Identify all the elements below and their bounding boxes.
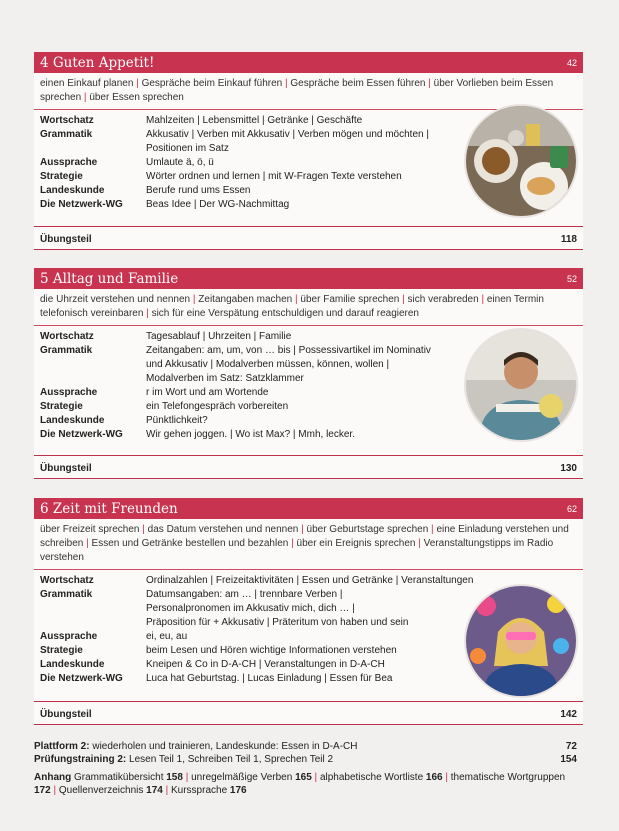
topic-label: Landeskunde <box>40 415 105 426</box>
topic-label: Wortschatz <box>40 575 94 586</box>
party-photo-icon <box>464 584 578 698</box>
goal: über Freizeit sprechen <box>40 524 140 535</box>
unit-5 <box>34 268 583 479</box>
anhang-page: 158 <box>166 772 183 783</box>
breakfast-photo-icon <box>464 104 578 218</box>
topic-label: Aussprache <box>40 157 98 168</box>
unit-header <box>34 268 583 289</box>
topic-value: r im Wort und am Wortende <box>146 387 269 398</box>
unit-topics <box>34 570 583 686</box>
topic-value: Positionen im Satz <box>146 143 229 154</box>
anhang-item: thematische Wortgruppen <box>450 772 566 783</box>
topic-label: Wortschatz <box>40 331 94 342</box>
topic-label: Die Netzwerk-WG <box>40 429 123 440</box>
uebungsteil-label: Übungsteil <box>40 709 92 720</box>
anhang-item: unregelmäßige Verben <box>191 772 293 783</box>
topic-label: Grammatik <box>40 589 93 600</box>
goal: Zeitangaben machen <box>198 294 293 305</box>
goal: über Familie sprechen <box>300 294 400 305</box>
topic-value: Luca hat Geburtstag. | Lucas Einladung | Essen für Bea <box>146 673 393 684</box>
unit-title: 6 Zeit mit Freunden <box>40 500 178 517</box>
topic-value: Beas Idee | Der WG-Nachmittag <box>146 199 290 210</box>
divider <box>34 701 583 702</box>
anhang-page: 166 <box>425 772 443 783</box>
topic-label: Die Netzwerk-WG <box>40 673 123 684</box>
topic-label: Wortschatz <box>40 115 94 126</box>
topic-value: Modalverben im Satz: Satzklammer <box>146 373 304 384</box>
uebungsteil-page: 142 <box>560 709 577 720</box>
uebungsteil-row <box>40 234 577 245</box>
goal: über Essen sprechen <box>89 92 184 103</box>
goal: einen Einkauf planen <box>40 78 134 89</box>
topic-value: Wörter ordnen und lernen | mit W-Fragen Texte verstehen <box>146 171 402 182</box>
topic-label <box>40 372 146 386</box>
topic-label: Landeskunde <box>40 659 105 670</box>
goal: über ein Ereignis sprechen <box>296 538 416 549</box>
unit-page-number: 62 <box>566 503 577 514</box>
goal: eine Einladung verstehen und schreiben <box>40 524 569 549</box>
topic-value: Berufe rund ums Essen <box>146 185 251 196</box>
divider <box>34 226 583 227</box>
topic-value: ei, eu, au <box>146 631 188 642</box>
topic-value: Präposition für + Akkusativ | Präteritum von haben und sein <box>146 617 409 628</box>
unit-topics <box>34 326 583 442</box>
anhang-page: 176 <box>229 785 247 796</box>
unit-6 <box>34 498 583 725</box>
topic-label <box>40 616 146 630</box>
uebungsteil-row <box>40 463 577 474</box>
topic-label: Grammatik <box>40 129 93 140</box>
uebungsteil-page: 118 <box>560 234 577 245</box>
anhang-item: Grammatikübersicht <box>74 772 164 783</box>
topic-label: Aussprache <box>40 631 98 642</box>
anhang-row: Anhang Grammatikübersicht 158 | unregelmäßige Verben 165 | alphabetische Wortliste 166 | thematische Wortgruppen 172 | Quellenverzeichnis 174 | Kurssprache 176 <box>34 772 566 796</box>
plattform-label: Plattform 2: <box>34 741 90 752</box>
unit-page-number: 42 <box>566 57 577 68</box>
topic-label: Aussprache <box>40 387 98 398</box>
goal: Essen und Getränke bestellen und bezahlen <box>91 538 289 549</box>
topic-row <box>40 574 577 588</box>
topic-label <box>40 142 146 156</box>
unit-goals: einen Einkauf planen | Gespräche beim Einkauf führen | Gespräche beim Essen führen | über Vorlieben beim Essen sprechen | über Essen sprechen <box>34 73 583 110</box>
uebungsteil-page: 130 <box>560 463 577 474</box>
anhang-page: 172 <box>34 785 51 796</box>
unit-goals: die Uhrzeit verstehen und nennen | Zeitangaben machen | über Familie sprechen | sich verabreden | einen Termin telefonisch vereinbaren | sich für eine Verspätung entschuldigen und darauf reagieren <box>34 289 583 326</box>
pruefung-text: Lesen Teil 1, Schreiben Teil 1, Sprechen Teil 2 <box>129 754 334 765</box>
man-eating-photo-icon <box>464 328 578 442</box>
topic-value: Wir gehen joggen. | Wo ist Max? | Mmh, lecker. <box>146 429 355 440</box>
anhang-item: Kurssprache <box>171 785 228 796</box>
goal: sich für eine Verspätung entschuldigen und darauf reagieren <box>151 308 419 319</box>
topic-value: Tagesablauf | Uhrzeiten | Familie <box>146 331 292 342</box>
topic-label: Strategie <box>40 171 83 182</box>
goal: Gespräche beim Essen führen <box>290 78 426 89</box>
anhang-item: Quellenverzeichnis <box>58 785 144 796</box>
topic-value: Personalpronomen im Akkusativ mich, dich … | <box>146 603 355 614</box>
uebungsteil-label: Übungsteil <box>40 234 92 245</box>
contents-footer <box>34 740 577 797</box>
unit-header <box>34 52 583 73</box>
topic-value: Datumsangaben: am … | trennbare Verben | <box>146 589 343 600</box>
anhang-label: Anhang <box>34 772 72 783</box>
goal: sich verabreden <box>407 294 479 305</box>
topic-label: Die Netzwerk-WG <box>40 199 123 210</box>
topic-value: Akkusativ | Verben mit Akkusativ | Verben mögen und möchten | <box>146 129 429 140</box>
goal: über Vorlieben beim Essen sprechen <box>40 78 554 103</box>
topic-label: Strategie <box>40 645 83 656</box>
anhang-page: 174 <box>146 785 163 796</box>
topic-value: Mahlzeiten | Lebensmittel | Getränke | Geschäfte <box>146 115 363 126</box>
unit-page-number: 52 <box>566 273 577 284</box>
goal: das Datum verstehen und nennen <box>147 524 299 535</box>
divider <box>34 455 583 456</box>
topic-value: Ordinalzahlen | Freizeitaktivitäten | Essen und Getränke | Veranstaltungen <box>146 575 474 586</box>
unit-topics <box>34 110 583 212</box>
goal: die Uhrzeit verstehen und nennen <box>40 294 191 305</box>
topic-value: und Akkusativ | Modalverben müssen, können, wollen | <box>146 359 390 370</box>
goal: Gespräche beim Einkauf führen <box>141 78 283 89</box>
plattform-page: 72 <box>565 741 577 752</box>
topic-value: Zeitangaben: am, um, von … bis | Possessivartikel im Nominativ <box>146 345 431 356</box>
unit-title: 5 Alltag und Familie <box>40 270 179 287</box>
unit-goals: über Freizeit sprechen | das Datum verstehen und nennen | über Geburtstage sprechen | eine Einladung verstehen und schreiben | Essen und Getränke bestellen und bezahlen | über ein Ereignis sprechen | Veranstaltungstipps im Radio verstehen <box>34 519 583 570</box>
topic-label: Landeskunde <box>40 185 105 196</box>
pruefung-row <box>34 753 577 766</box>
topic-value: Umlaute ä, ö, ü <box>146 157 214 168</box>
topic-label <box>40 602 146 616</box>
uebungsteil-label: Übungsteil <box>40 463 92 474</box>
topic-value: ein Telefongespräch vorbereiten <box>146 401 289 412</box>
unit-title: 4 Guten Appetit! <box>40 54 155 71</box>
topic-value: Kneipen & Co in D-A-CH | Veranstaltungen in D-A-CH <box>146 659 385 670</box>
topic-value: beim Lesen und Hören wichtige Informationen verstehen <box>146 645 397 656</box>
goal: einen Termin telefonisch vereinbaren <box>40 294 544 319</box>
topic-label: Grammatik <box>40 345 93 356</box>
topic-value: Pünktlichkeit? <box>146 415 208 426</box>
unit-4 <box>34 52 583 250</box>
topic-label: Strategie <box>40 401 83 412</box>
pruefung-page: 154 <box>560 754 577 765</box>
goal: Veranstaltungstipps im Radio verstehen <box>40 538 554 563</box>
anhang-page: 165 <box>295 772 312 783</box>
goal: über Geburtstage sprechen <box>306 524 429 535</box>
plattform-row <box>34 740 577 753</box>
anhang-item: alphabetische Wortliste <box>319 772 424 783</box>
uebungsteil-row <box>40 709 577 720</box>
unit-header <box>34 498 583 519</box>
topic-label <box>40 358 146 372</box>
pruefung-label: Prüfungstraining 2: <box>34 754 127 765</box>
plattform-text: wiederholen und trainieren, Landeskunde: Essen in D-A-CH <box>92 741 358 752</box>
